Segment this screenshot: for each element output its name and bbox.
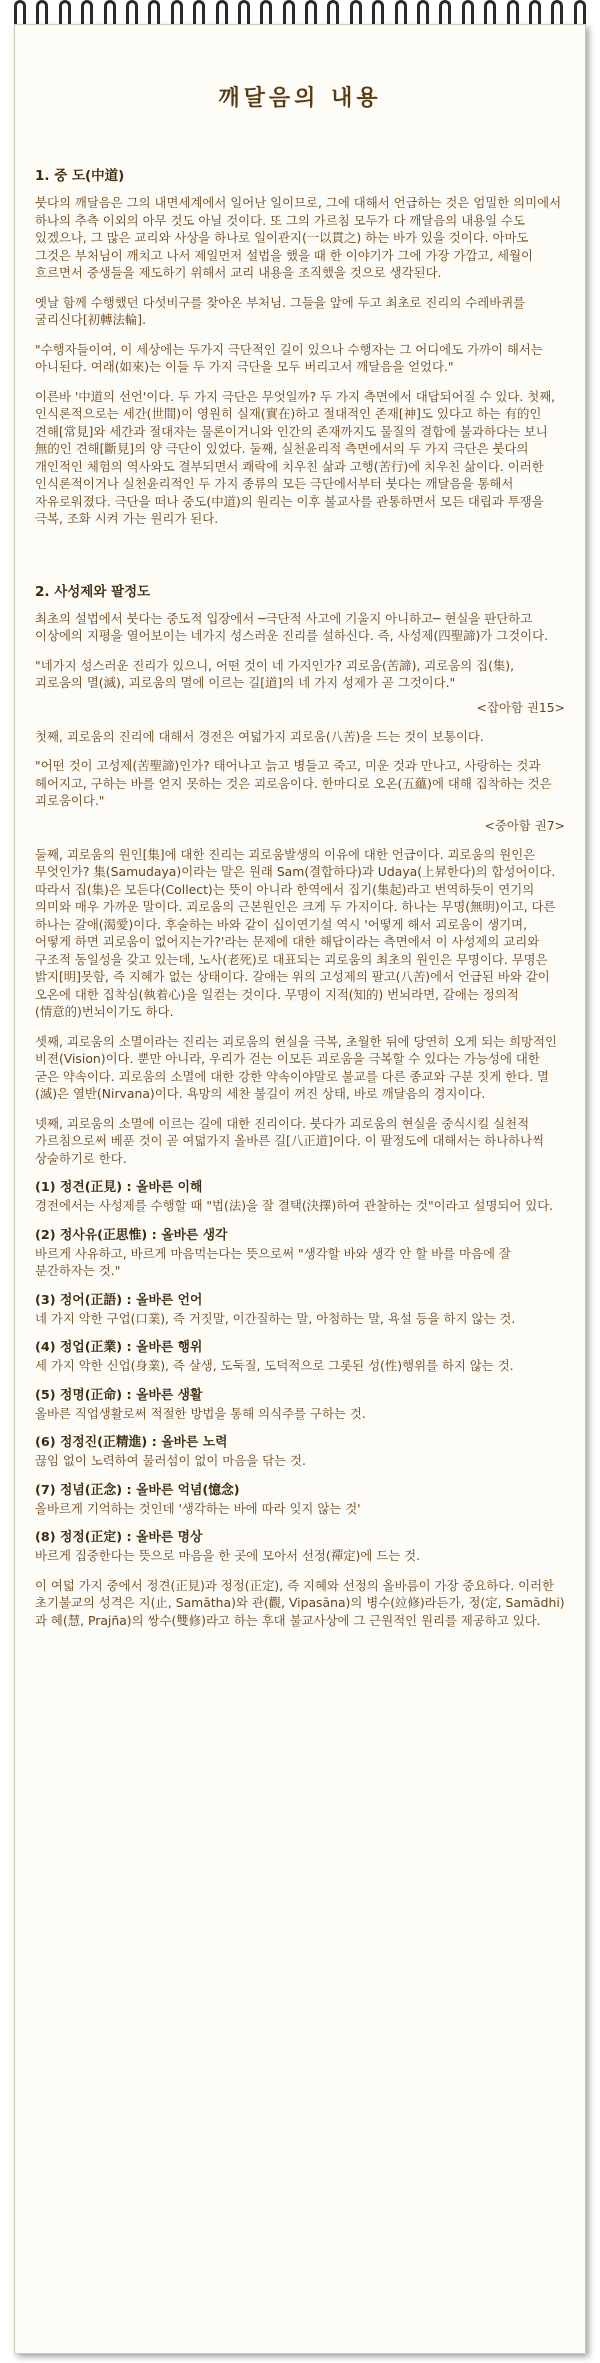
closing-paragraph: 이 여덟 가지 중에서 정견(正見)과 정정(正定), 즉 지혜와 선정의 올바름이 가장 중요하다. 이러한 초기불교의 성격은 지(止, Samātha)와 관(觀, Vipasāna)의 병수(竝修)라든가, 정(定, Samādhi)과 혜(慧, Prajña)의 쌍수(雙修)라고 하는 후대 불교사상에 그 근원적인 원리를 제공하고 있다. bbox=[35, 1577, 565, 1628]
path-item bbox=[35, 1387, 565, 1423]
paragraph: 둘째, 괴로움의 원인[集]에 대한 진리는 괴로움발생의 이유에 대한 언급이다. 괴로움의 원인은 무엇인가? 集(Samudaya)이라는 말은 원래 Sam(결합하다)과 Udaya(上昇한다)의 합성어이다. 따라서 집(集)은 모든다(Collect)는 뜻이 아니라 한역에서 집기(集起)라고 번역하듯이 연기의 의미와 매우 가까운 말이다. 괴로움의 근본원인은 크게 두 가지이다. 하나는 무명(無明)이고, 다른 하나는 갈애(渴愛)이다. 후술하는 바와 같이 십이연기설 역시 '어떻게 해서 괴로움이 생기며, 어떻게 하면 괴로움이 없어지는가?'라는 문제에 대한 해답이라는 측면에서 이 사성제의 교리와 구조적 동일성을 갖고 있는데, 노사(老死)로 대표되는 괴로움의 최초의 원인은 무명이다. 무명은 밝지[明]못함, 즉 지혜가 없는 상태이다. 갈애는 위의 고성제의 팔고(八苦)에서 언급된 바와 같이 오온에 대한 집착심(執着心)을 일컫는 것이다. 무명이 지적(知的) 번뇌라면, 갈애는 정의적(情意的)번뇌이기도 하다. bbox=[35, 846, 556, 1019]
path-item-heading: (3) 정어(正語) : 올바른 언어 bbox=[35, 1292, 203, 1308]
source-citation: <잡아함 권15> bbox=[476, 699, 565, 715]
path-item bbox=[35, 1434, 565, 1470]
path-item-description: 끊임 없이 노력하여 물러섬이 없이 마음을 닦는 것. bbox=[35, 1453, 306, 1468]
paragraph: 옛날 함께 수행했던 다섯비구를 찾아온 부처님. 그들을 앞에 두고 최초로 진리의 수레바퀴를 굴리신다[初轉法輪]. bbox=[35, 294, 526, 327]
path-item-description: 네 가지 악한 구업(口業), 즉 거짓말, 이간질하는 말, 아첨하는 말, 욕설 등을 하지 않는 것. bbox=[35, 1310, 516, 1326]
paragraph: 붓다의 깨달음은 그의 내면세계에서 일어난 일이므로, 그에 대해서 언급하는 것은 엄밀한 의미에서 하나의 추측 이외의 아무 것도 아닐 것이다. 또 그의 가르침 모두가 다 깨달음의 내용일 수도 있겠으나, 그 많은 교리와 사상을 하나로 일이관지(一以貫之) 하는 바가 있을 것이다. 아마도 그것은 부처님이 깨치고 나서 제일먼저 설법을 했을 때 한 이야기가 그에 가장 가깝고, 세월이 흐르면서 중생들을 제도하기 위해서 교리 내용을 조직했을 것으로 생각된다. bbox=[35, 195, 562, 280]
path-item-heading: (1) 정견(正見) : 올바른 이해 bbox=[35, 1180, 203, 1195]
path-item-heading: (5) 정명(正命) : 올바른 생활 bbox=[35, 1387, 203, 1403]
path-item bbox=[35, 1227, 565, 1280]
quote-paragraph: "어떤 것이 고성제(苦聖諦)인가? 태어나고 늙고 병들고 죽고, 미운 것과 만나고, 사랑하는 것과 헤어지고, 구하는 바를 얻지 못하는 것은 괴로움이다. 한마디로 오온(五蘊)에 대해 집착하는 것은 괴로움이다." bbox=[35, 758, 552, 808]
paragraph: 이른바 '中道의 선언'이다. 두 가지 극단은 무엇일까? 두 가지 측면에서 대답되어질 수 있다. 첫째, 인식론적으로는 세간(世間)이 영원히 실재(實在)하고 절대적인 존재[神]도 있다고 하는 有的인 견해[常見]와 세간과 절대자는 물론이거니와 인간의 존재까지도 물질의 결합에 불과하다는 보니 無的인 견해[斷見]의 양 극단이 있었다. 둘째, 실천윤리적 측면에서의 두 가지 극단은 붓다의 개인적인 체험의 역사와도 결부되면서 쾌락에 치우친 삶과 고행(苦行)에 치우친 삶이다. 이러한 인식론적이거나 실천윤리적인 두 가지 종류의 모든 극단에서부터 붓다는 깨달음을 통해서 자유로워졌다. 극단을 떠나 중도(中道)의 원리는 이후 불교사를 관통하면서 모든 대립과 투쟁을 극복, 조화 시켜 가는 원리가 된다. bbox=[35, 388, 556, 526]
section-heading-middle-way: 1. 중 도(中道) bbox=[35, 168, 125, 184]
path-item bbox=[35, 1482, 565, 1518]
paragraph: 첫째, 괴로움의 진리에 대해서 경전은 여덟가지 괴로움(八苦)을 드는 것이 보통이다. bbox=[35, 728, 484, 744]
section-gap bbox=[35, 540, 565, 580]
path-item-heading: (7) 정념(正念) : 올바른 억념(憶念) bbox=[35, 1482, 240, 1498]
paragraph: 최초의 설법에서 붓다는 중도적 입장에서 ─극단적 사고에 기울지 아니하고─ 현실을 판단하고 이상에의 지평을 열어보이는 네가지 성스러운 진리를 설하신다. 즉, 사성제(四聖諦)가 그것이다. bbox=[35, 610, 549, 643]
path-item bbox=[35, 1292, 565, 1328]
path-item bbox=[35, 1179, 565, 1215]
page-title: 깨달음의 내용 bbox=[218, 86, 382, 111]
section-heading-four-truths: 2. 사성제와 팔정도 bbox=[35, 583, 151, 600]
paragraph: 넷째, 괴로움의 소멸에 이르는 길에 대한 진리이다. 붓다가 괴로움의 현실을 중식시킬 실천적 가르침으로써 베푼 것이 곧 여덟가지 올바른 길[八正道]이다. 이 팔정도에 대해서는 하나하나씩 상술하기로 한다. bbox=[35, 1115, 545, 1166]
path-item-description: 바르게 집중한다는 뜻으로 마음을 한 곳에 모아서 선정(禪定)에 드는 것. bbox=[35, 1548, 421, 1563]
note-paper bbox=[14, 24, 586, 2354]
source-citation: <중아함 권7> bbox=[484, 817, 565, 833]
path-item-description: 세 가지 악한 신업(身業), 즉 살생, 도둑질, 도덕적으로 그롯된 성(性)행위를 하지 않는 것. bbox=[35, 1358, 514, 1373]
path-item-heading: (4) 정업(正業) : 올바른 행위 bbox=[35, 1340, 203, 1355]
path-item-description: 바르게 사유하고, 바르게 마음먹는다는 뜻으로써 "생각할 바와 생각 안 할 바를 마음에 잘 분간하자는 것." bbox=[35, 1245, 511, 1278]
path-item-description: 경전에서는 사성제를 수행할 때 "법(法)을 잘 결택(決擇)하여 관찰하는 것"이라고 설명되어 있다. bbox=[35, 1198, 554, 1213]
path-item-heading: (2) 정사유(正思惟) : 올바른 생각 bbox=[35, 1227, 228, 1243]
quote-paragraph: "수행자들이여, 이 세상에는 두가지 극단적인 길이 있으나 수행자는 그 어디에도 가까이 해서는 아니된다. 여래(如來)는 이들 두 가지 극단을 모두 버리고서 깨달음을 얻었다." bbox=[35, 341, 543, 374]
path-item-heading: (6) 정정진(正精進) : 올바른 노력 bbox=[35, 1435, 228, 1450]
path-item bbox=[35, 1339, 565, 1375]
quote-paragraph: "네가지 성스러운 진리가 있으니, 어떤 것이 네 가지인가? 괴로움(苦諦), 괴로움의 집(集), 괴로움의 멸(滅), 괴로움의 멸에 이르는 길[道]의 네 가지 성제가 곧 그것이다." bbox=[35, 657, 515, 690]
path-item-heading: (8) 정정(正定) : 올바른 명상 bbox=[35, 1530, 203, 1545]
paragraph: 셋째, 괴로움의 소멸이라는 진리는 괴로움의 현실을 극복, 초월한 뒤에 당연히 오게 되는 희망적인 비젼(Vision)이다. 뿐만 아니라, 우리가 걷는 이모든 괴로움을 극복할 수 있다는 가능성에 대한 굳은 약속이다. 괴로움의 소멸에 대한 강한 약속이야말로 불교를 다른 종교와 구분 짓게 한다. 멸(滅)은 열반(Nirvana)이다. 욕망의 세찬 불길이 꺼진 상태, 바로 깨달음의 경지이다. bbox=[35, 1033, 557, 1101]
path-item-description: 올바른 직업생활로써 적절한 방법을 통해 의식주를 구하는 것. bbox=[35, 1405, 366, 1421]
path-item-description: 올바르게 기억하는 것인데 '생각하는 바에 따라 잊지 않는 것' bbox=[35, 1500, 361, 1516]
path-item bbox=[35, 1529, 565, 1565]
